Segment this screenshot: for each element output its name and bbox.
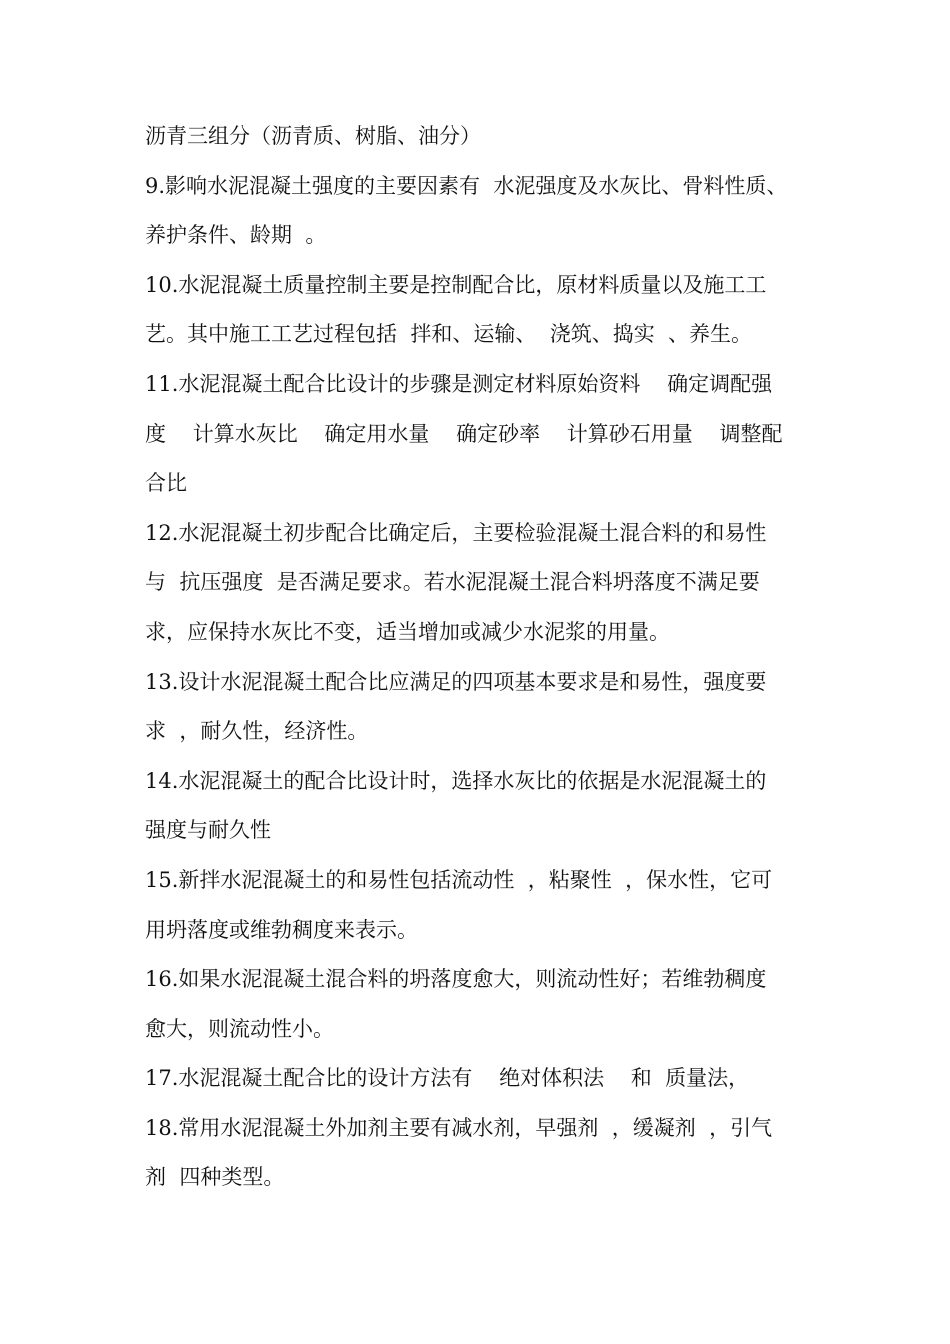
text-line: 11.水泥混凝土配合比设计的步骤是测定材料原始资料 确定调配强 <box>145 371 773 396</box>
document-body <box>145 112 815 1203</box>
text-line: 合比 <box>145 471 187 496</box>
text-line: 13.设计水泥混凝土配合比应满足的四项基本要求是和易性，强度要 <box>145 669 767 694</box>
text-line: 用坍落度或维勃稠度来表示。 <box>145 917 418 942</box>
text-line: 艺。其中施工工艺过程包括 拌和、运输、 浇筑、捣实 、养生。 <box>145 322 753 347</box>
text-line: 17.水泥混凝土配合比的设计方法有 绝对体积法 和 质量法， <box>145 1066 750 1091</box>
text-line: 10.水泥混凝土质量控制主要是控制配合比，原材料质量以及施工工 <box>145 272 767 297</box>
text-line: 求 ，耐久性，经济性。 <box>145 719 369 744</box>
text-line: 16.如果水泥混凝土混合料的坍落度愈大，则流动性好；若维勃稠度 <box>145 967 767 992</box>
text-line: 12.水泥混凝土初步配合比确定后，主要检验混凝土混合料的和易性 <box>145 520 767 545</box>
text-line: 15.新拌水泥混凝土的和易性包括流动性 ，粘聚性 ，保水性，它可 <box>145 867 773 892</box>
text-line: 14.水泥混凝土的配合比设计时，选择水灰比的依据是水泥混凝土的 <box>145 768 767 793</box>
text-line: 养护条件、龄期 。 <box>145 223 327 248</box>
text-line: 剂 四种类型。 <box>145 1165 285 1190</box>
text-line: 与 抗压强度 是否满足要求。若水泥混凝土混合料坍落度不满足要 <box>145 570 760 595</box>
text-line: 强度与耐久性 <box>145 818 271 843</box>
text-line: 18.常用水泥混凝土外加剂主要有减水剂，早强剂 ，缓凝剂 ，引气 <box>145 1115 773 1140</box>
text-line: 求，应保持水灰比不变，适当增加或减少水泥浆的用量。 <box>145 619 670 644</box>
text-line: 度 计算水灰比 确定用水量 确定砂率 计算砂石用量 调整配 <box>145 421 783 446</box>
text-line: 9.影响水泥混凝土强度的主要因素有 水泥强度及水灰比、骨料性质、 <box>145 173 788 198</box>
text-line: 沥青三组分（沥青质、树脂、油分） <box>145 124 481 148</box>
text-line: 愈大，则流动性小。 <box>145 1016 334 1041</box>
